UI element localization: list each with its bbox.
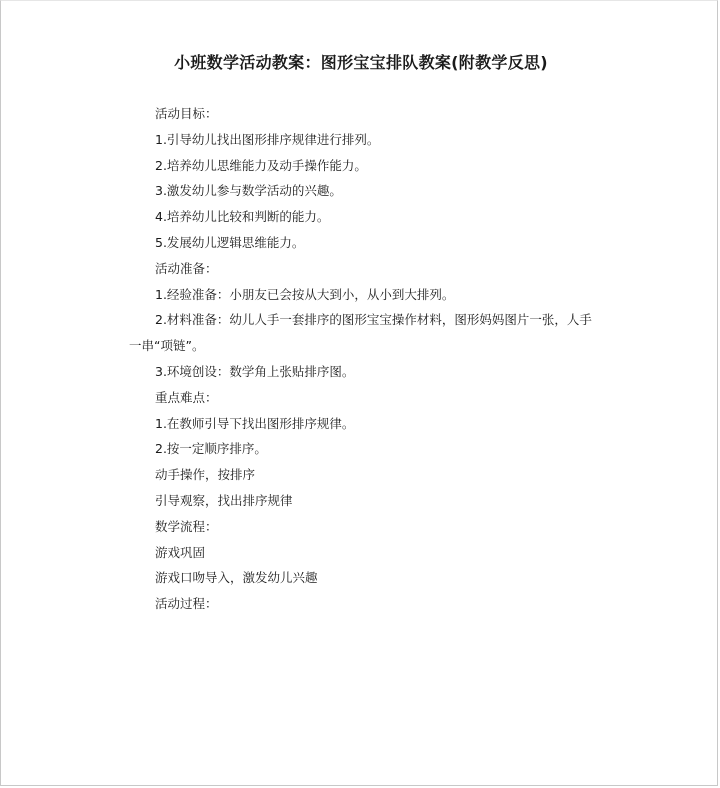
document-body bbox=[129, 101, 599, 617]
paragraph: 1.在教师引导下找出图形排序规律。 bbox=[155, 415, 355, 431]
paragraph: 活动准备： bbox=[155, 260, 218, 276]
paragraph: 3.环境创设：数学角上张贴排序图。 bbox=[155, 363, 355, 379]
paragraph: 3.激发幼儿参与数学活动的兴趣。 bbox=[155, 183, 342, 199]
paragraph: 活动过程： bbox=[155, 596, 218, 612]
paragraph: 5.发展幼儿逻辑思维能力。 bbox=[155, 234, 305, 250]
paragraph: 引导观察，找出排序规律 bbox=[155, 492, 293, 508]
document-title: 小班数学活动教案：图形宝宝排队教案(附教学反思) bbox=[174, 53, 548, 72]
paragraph: 2.培养幼儿思维能力及动手操作能力。 bbox=[155, 157, 367, 173]
paragraph: 1.引导幼儿找出图形排序规律进行排列。 bbox=[155, 131, 380, 147]
paragraph: 活动目标： bbox=[155, 106, 218, 121]
paragraph: 1.经验准备：小朋友已会按从大到小，从小到大排列。 bbox=[155, 286, 455, 302]
paragraph: 游戏口吻导入，激发幼儿兴趣 bbox=[155, 570, 318, 586]
paragraph: 动手操作，按排序 bbox=[155, 467, 256, 483]
paragraph: 数学流程： bbox=[155, 518, 218, 534]
paragraph: 游戏巩固 bbox=[155, 544, 206, 560]
paragraph: 2.材料准备：幼儿人手一套排序的图形宝宝操作材料，图形妈妈图片一张，人手一串“项链”。 bbox=[129, 312, 592, 354]
paragraph: 2.按一定顺序排序。 bbox=[155, 441, 267, 457]
paragraph: 重点难点： bbox=[155, 389, 218, 405]
paragraph: 4.培养幼儿比较和判断的能力。 bbox=[155, 209, 330, 225]
